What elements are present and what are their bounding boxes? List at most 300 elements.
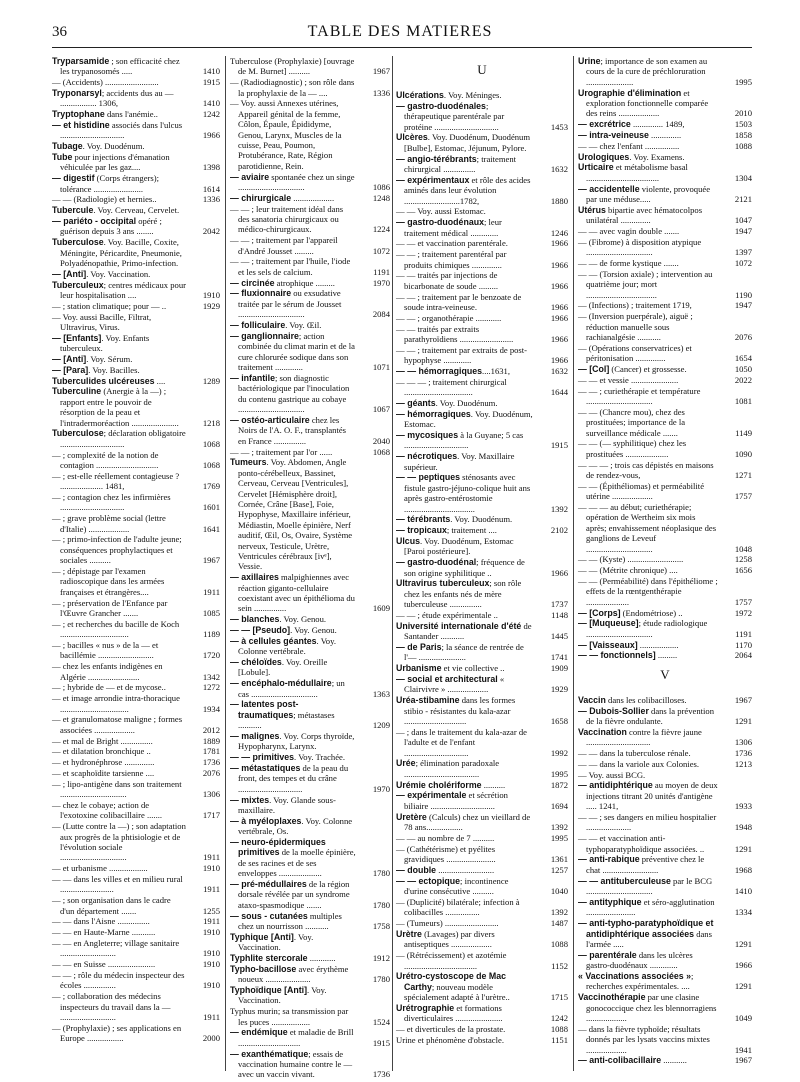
entry-page-number: 1072 (372, 245, 390, 256)
entry-page-number: 1361 (550, 854, 568, 865)
index-entry (578, 565, 752, 575)
entry-text (52, 746, 151, 756)
entry-page-number: 1040 (550, 886, 568, 897)
index-entry (578, 876, 752, 897)
index-entry (230, 985, 390, 1006)
entry-description: — chez le cobaye; action de l'exotoxine colibacillaire ....... (52, 800, 163, 821)
entry-text (52, 216, 162, 236)
entry-page-number: 1152 (551, 960, 568, 971)
index-entry (52, 450, 220, 471)
entry-heading: — mycosiques (396, 430, 459, 441)
index-entry (578, 237, 752, 258)
index-entry (52, 513, 220, 534)
entry-page-number: 1992 (550, 747, 568, 758)
entry-heading: — [Col] (578, 364, 610, 375)
entry-description: et sécrétion biliaire .............................. (404, 790, 508, 811)
entry-text (230, 678, 345, 698)
entry-page-number: 1967 (202, 555, 220, 566)
index-entry (52, 757, 220, 767)
entry-description: — — et vessie ...................... (578, 374, 679, 385)
entry-page-number: 1889 (202, 735, 220, 746)
index-entry (230, 964, 390, 985)
entry-heading: — à myéloplaxes (230, 815, 302, 826)
index-entry (396, 525, 568, 535)
entry-text (578, 141, 679, 151)
entry-text (578, 565, 678, 575)
entry-page-number: 1644 (550, 387, 568, 398)
entry-page-number: 2022 (734, 374, 752, 385)
entry-description: — ; station climatique; pour — .. (52, 300, 167, 311)
entry-text (578, 56, 707, 87)
index-entry (578, 576, 752, 607)
entry-heading: — gastro-duodénales (396, 100, 486, 111)
entry-description: — et mal de Bright ............... (52, 735, 153, 746)
entry-heading: — térébrants (396, 514, 451, 525)
entry-description: — — — ; trois cas dépistés en maisons de rendez-vous, (578, 459, 714, 481)
entry-page-number: 1068 (202, 438, 220, 449)
entry-heading: — endémique (230, 1027, 288, 1038)
index-entry (230, 911, 390, 932)
entry-text (396, 206, 486, 216)
entry-description: ; déclaration obligatoire .............................. (60, 428, 186, 449)
index-entry (52, 970, 220, 991)
entry-description: atrophique ......... (274, 277, 335, 288)
index-entry (52, 471, 220, 492)
entry-text (230, 77, 354, 97)
entry-text (230, 699, 335, 730)
index-entry (52, 194, 220, 204)
entry-heading: — antityphique (578, 896, 642, 907)
entry-description: — — — au début; curiethérapie; opération de Wertheim six mois après; envahissement néoplasique des ganglions de Leveuf ............................... (578, 502, 717, 554)
entry-page-number: 1072 (734, 258, 752, 269)
index-entry (396, 514, 568, 524)
entry-page-number: 1336 (372, 87, 390, 98)
entry-description: — ; hybride de — et de mycose.. (52, 682, 166, 693)
entry-text (230, 204, 343, 235)
index-entry (578, 141, 752, 151)
index-entry (230, 953, 390, 963)
entry-description: . Voy. Oreille [Lobule]. (238, 656, 328, 678)
entry-text (396, 674, 504, 694)
entry-description: — Voy. aussi Annexes utérines, Appareil génital de la femme, Côlon, Épaule, Épididyme, Genou, Larynx, Muscles de la cuisse, Peau, Poumon, Protubérance, Rate, Région parotidienne, Rein. (230, 98, 342, 171)
entry-text (578, 300, 692, 310)
entry-page-number: 1741 (550, 652, 568, 663)
index-entry (578, 152, 752, 162)
index-entry (578, 554, 752, 564)
entry-text (52, 1023, 181, 1043)
index-entry (52, 386, 220, 428)
entry-text (52, 312, 151, 332)
entry-description: — — en Angleterre; village sanitaire .......................... (52, 938, 180, 959)
index-entry (396, 674, 568, 695)
entry-text (578, 576, 718, 607)
entry-page-number: 1968 (734, 864, 752, 875)
entry-description: . Voy. Glande sous-maxillaire. (238, 794, 336, 815)
entry-page-number: 2076 (202, 768, 220, 779)
entry-page-number: 1632 (550, 164, 568, 175)
entry-page-number: 2012 (202, 724, 220, 735)
entry-text (578, 258, 679, 268)
entry-text (230, 1049, 352, 1080)
index-entry (396, 398, 568, 408)
entry-description: — — Voy. aussi Estomac. (396, 206, 486, 217)
entry-page-number: 1915 (372, 1037, 390, 1048)
entry-description: — — (Chancre mou), chez des prostituées; importance de la surveillance médicale ....... (578, 406, 686, 438)
entry-description: . Voy. Duodénum, Duodénum [Bulbe], Estomac, Jéjunum, Pylore. (404, 132, 531, 153)
entry-text (578, 706, 714, 726)
entry-page-number: 1912 (372, 953, 390, 964)
entry-text (578, 650, 677, 660)
index-entry (578, 770, 752, 780)
entry-description: — — (Radiologie) et hernies.. (52, 194, 157, 205)
entry-page-number: 1242 (202, 109, 220, 120)
entry-text (52, 301, 166, 311)
entry-page-number: 1780 (372, 868, 390, 879)
index-entry (230, 795, 390, 816)
entry-heading: — encéphalo-médullaire (230, 678, 332, 689)
entry-text (396, 536, 514, 556)
entry-description: — — traités par extraits parathyroïdiens ......................... (396, 323, 514, 345)
index-entry (396, 1024, 568, 1034)
entry-page-number: 1392 (550, 503, 568, 514)
index-entry (52, 301, 220, 311)
entry-description: . Voy. Genou. (279, 614, 327, 625)
entry-description: — — ; traitement par l'or ...... (230, 446, 333, 457)
entry-page-number: 1915 (550, 440, 568, 451)
entry-description: « Clairvivre » ................... (404, 674, 505, 695)
index-entry (52, 598, 220, 619)
entry-text (230, 288, 341, 319)
entry-description: — ; dépistage par l'examen radioscopique dans les armées françaises et étrangères.... (52, 566, 165, 597)
entry-heading: — blanches (230, 614, 280, 625)
index-entry (578, 130, 752, 140)
index-entry (230, 331, 390, 373)
entry-text (396, 758, 499, 778)
entry-description: — — ; organothérapie ............ (396, 312, 502, 323)
index-entry (578, 897, 752, 918)
entry-text (230, 985, 326, 1005)
entry-page-number: 2102 (550, 525, 568, 536)
index-entry (230, 172, 390, 193)
entry-heading: — [Para] (52, 364, 89, 375)
index-entry (52, 354, 220, 364)
entry-description: chez les Noirs de l'A. O. F., transplantés en France ............... (238, 414, 347, 446)
entry-text (52, 152, 170, 172)
entry-text (52, 365, 140, 375)
entry-heading: — pariéto - occipital (52, 216, 137, 226)
entry-description: — ; est-elle réellement contagieuse ? .................... 1481, (52, 470, 180, 492)
entry-description: — — ; curiethérapie et température ............................... (578, 385, 701, 407)
entry-text (230, 172, 355, 192)
entry-page-number: 1972 (734, 607, 752, 618)
index-entry (230, 1027, 390, 1048)
entry-text (578, 992, 717, 1023)
entry-page-number: 2010 (734, 108, 752, 119)
entry-page-number: 1071 (372, 362, 390, 373)
entry-page-number: 1289 (202, 375, 220, 386)
entry-heading: « Vaccinations associées » (578, 970, 691, 981)
entry-text (52, 927, 155, 937)
entry-heading: — anti-typho-paratyphoïdique et antidiphtérique associées (578, 918, 714, 939)
index-entry (396, 758, 568, 779)
index-entry (52, 800, 220, 821)
entry-text (396, 844, 496, 864)
index-entry (396, 270, 568, 291)
entry-text (52, 513, 166, 533)
entry-heading: — aviaire (230, 171, 270, 182)
entry-page-number: 1769 (202, 481, 220, 492)
index-entry (396, 132, 568, 153)
entry-description: ; centres médicaux pour leur hospitalisation .... (60, 279, 186, 301)
entry-description: — — (Épithéliomas) et perméabilité utérine ................... (578, 480, 705, 502)
entry-description: — ; complexité de la notion de contagion ............................. (52, 449, 159, 471)
entry-description: — ; et recherches du bacille de Koch ................................ (52, 618, 180, 640)
index-entry (578, 460, 752, 481)
entry-page-number: 1392 (550, 822, 568, 833)
index-entry (52, 312, 220, 333)
index-entry (52, 736, 220, 746)
index-entry (52, 927, 220, 937)
entry-page-number: 1257 (550, 864, 568, 875)
entry-text (578, 205, 702, 225)
entry-description: — — dans la variole aux Colonies. (578, 758, 700, 769)
index-entry (578, 1024, 752, 1055)
entry-description: ............ (307, 953, 336, 964)
entry-description: — ; lipo-antigène dans son traitement ............................... (52, 778, 182, 800)
entry-page-number: 1967 (734, 694, 752, 705)
entry-text (52, 269, 150, 279)
index-entry (578, 386, 752, 407)
entry-page-number: 1068 (372, 446, 390, 457)
entry-description: ; un cas ............................... (238, 678, 345, 699)
entry-text (578, 854, 704, 874)
entry-text (396, 812, 530, 832)
index-entry (230, 278, 390, 288)
index-entry (52, 88, 220, 109)
entry-text (52, 714, 182, 734)
index-entry (396, 154, 568, 175)
entry-page-number: 1306 (202, 789, 220, 800)
entry-text (52, 450, 158, 470)
index-column-2 (230, 56, 390, 1080)
column-divider (225, 56, 226, 1071)
entry-description: — ; grave problème social (lettre d'Italie) ................... (52, 513, 166, 534)
entry-heading: Vaccinothérapie (578, 992, 646, 1003)
entry-heading: Tuberculine (52, 386, 102, 397)
entry-description: dans l'armée ..... (586, 928, 712, 949)
entry-heading: Tube (52, 152, 73, 162)
index-entry (578, 88, 752, 119)
entry-text (52, 56, 180, 76)
entry-page-number: 1915 (202, 77, 220, 88)
index-entry (230, 56, 390, 77)
index-entry (396, 1003, 568, 1024)
entry-heading: — pré-médullaires (230, 879, 307, 890)
entry-heading: — social et architectural (396, 674, 498, 685)
entry-description: . Voy. Bacille, Coxite, Méningite, Péricardite, Pneumonie, Polyadénopathie, Primo-infection. (60, 237, 182, 269)
entry-description: — — ; traitement par extraits de post-hypophyse ............. (396, 344, 528, 366)
entry-text (230, 879, 350, 910)
entry-text (52, 376, 165, 386)
index-entry (52, 173, 220, 194)
page-header (0, 0, 800, 50)
entry-description: — (Radiodiagnostic) ; son rôle dans la prophylaxie de la — .... (230, 77, 355, 98)
index-entry (230, 932, 390, 953)
entry-heading: Tryparsamide (52, 56, 110, 66)
entry-text (396, 292, 521, 312)
entry-text (396, 249, 506, 269)
entry-page-number: 1246 (550, 227, 568, 238)
index-entry (52, 874, 220, 895)
entry-page-number: 1995 (734, 76, 752, 87)
entry-description: — (Fibrome) à disposition atypique ............................... (578, 236, 702, 258)
entry-description: . Voy. Genou. (290, 624, 337, 635)
entry-text (230, 657, 327, 677)
index-entry (52, 152, 220, 173)
index-entry (230, 657, 390, 678)
entry-heading: — — hémorragiques (396, 366, 483, 377)
index-entry (578, 119, 752, 129)
entry-description: dans les ulcères gastro-duodénaux ............. (586, 949, 693, 971)
entry-description: et vie collective .. (441, 663, 505, 674)
index-column-1 (52, 56, 220, 1071)
entry-heading: — ostéo-articulaire (230, 414, 310, 425)
entry-text (396, 1035, 504, 1045)
entry-page-number: 1248 (372, 192, 390, 203)
entry-page-number: 1487 (550, 918, 568, 929)
entry-description: — (Prophylaxie) ; ses applications en Europe ................. (52, 1022, 182, 1044)
entry-heading: — expérimentaux (396, 174, 470, 185)
entry-heading: — [Corps] (578, 607, 621, 618)
entry-text (578, 343, 692, 363)
column-divider (392, 56, 393, 1071)
entry-heading: Tryptophane (52, 109, 105, 120)
entry-text (396, 90, 502, 100)
entry-page-number: 1149 (735, 427, 752, 438)
entry-description: — — (Torsion axiale) ; intervention au quatrième jour; mort ................................. (578, 268, 713, 300)
entry-page-number: 1995 (550, 768, 568, 779)
entry-heading: Ultravirus tuberculeux (396, 578, 490, 589)
index-entry (578, 300, 752, 310)
entry-description: violente, provoquée par une méduse..... (586, 183, 711, 205)
index-entry (52, 1023, 220, 1044)
index-entry (578, 748, 752, 758)
entry-heading: Urétrographie (396, 1002, 455, 1013)
entry-page-number: 1911 (203, 916, 220, 927)
entry-page-number: 1995 (550, 832, 568, 843)
index-entry (396, 642, 568, 663)
index-entry (52, 746, 220, 756)
entry-description: — (Infections) ; traitement 1719, (578, 300, 692, 311)
index-entry (52, 333, 220, 354)
entry-text (578, 695, 687, 705)
entry-text (396, 578, 521, 609)
entry-page-number: 1410 (202, 66, 220, 77)
entry-text (52, 821, 186, 862)
index-entry (52, 863, 220, 873)
index-entry (230, 457, 390, 571)
entry-heading: — chéloïdes (230, 656, 282, 667)
entry-text (578, 780, 718, 811)
index-entry (396, 780, 568, 790)
index-column-3 (396, 56, 568, 1071)
entry-heading: — axillaires (230, 572, 279, 583)
entry-heading: Ulcus (396, 536, 420, 547)
entry-text (52, 991, 171, 1022)
index-entry (396, 610, 568, 620)
entry-page-number: 1929 (550, 684, 568, 695)
index-entry (52, 216, 220, 237)
entry-text (230, 953, 336, 963)
index-entry (396, 663, 568, 673)
entry-page-number: 1088 (550, 939, 568, 950)
entry-text (578, 269, 712, 300)
section-letter: U (477, 62, 487, 77)
index-entry (52, 619, 220, 640)
entry-heading: Uretère (396, 811, 427, 822)
entry-text (578, 438, 686, 458)
entry-page-number: 1967 (734, 1055, 752, 1066)
entry-heading: — infantile (230, 372, 275, 383)
entry-description: — ; primo-infection de l'adulte jeune; conséquences prophylactiques et sociales .......... (52, 534, 182, 566)
entry-description: . Voy. Duodénum. (435, 398, 498, 409)
entry-page-number: 1911 (203, 1012, 220, 1023)
index-entry (52, 280, 220, 301)
entry-text (230, 98, 342, 170)
entry-heading: — à cellules géantes (230, 635, 317, 646)
entry-page-number: 1966 (202, 130, 220, 141)
entry-page-number: 1909 (550, 663, 568, 674)
entry-text (52, 959, 155, 969)
entry-heading: — nécrotiques (396, 451, 458, 462)
entry-description: ou exsudative traitée par le sérum de Jousset ............................... (238, 288, 342, 320)
entry-text (396, 366, 510, 376)
entry-description: — ; contagion chez les infirmières .............................. (52, 492, 171, 513)
entry-description: — et scaphoïdite tarsienne .... (52, 768, 155, 779)
entry-text (230, 572, 355, 613)
entry-page-number: 1966 (550, 567, 568, 578)
entry-page-number: 1910 (202, 948, 220, 959)
entry-description: spontanée chez un singe ............................... (238, 171, 355, 193)
index-entry (230, 837, 390, 879)
entry-description: . Voy. Duodénum, Estomac. (404, 408, 533, 430)
entry-heading: Ulcères (396, 132, 428, 143)
index-column-4 (578, 56, 752, 1071)
entry-heading: Tryponarsyl (52, 88, 102, 98)
entry-page-number: 2040 (372, 435, 390, 446)
entry-heading: — [Anti] (52, 354, 87, 365)
entry-description: — (Inversion puerpérale), aiguë ; réduction manuelle sous rachianalgésie ........... (578, 311, 693, 343)
entry-page-number: 1780 (372, 899, 390, 910)
entry-description: ; étude radiologique ............................... (586, 618, 708, 639)
entry-text (396, 780, 505, 790)
index-entry (396, 377, 568, 398)
entry-page-number: 1191 (735, 628, 752, 639)
entry-description: — — dans les villes et en milieu rural ......................... (52, 874, 183, 895)
entry-page-number: 1872 (550, 779, 568, 790)
entry-text (52, 800, 162, 820)
entry-text (230, 763, 348, 794)
index-entry (396, 727, 568, 758)
entry-text (52, 768, 154, 778)
entry-page-number: 1342 (202, 671, 220, 682)
index-entry (396, 217, 568, 238)
entry-description: . Voy. Duodénum, Estomac [Paroi postérieure]. (404, 536, 514, 557)
entry-description: ........... (661, 1055, 687, 1066)
index-entry (396, 536, 568, 557)
entry-heading: — [Anti] (52, 268, 87, 279)
entry-description: bipartie avec hématocolpos unilatéral .............. (586, 204, 703, 226)
